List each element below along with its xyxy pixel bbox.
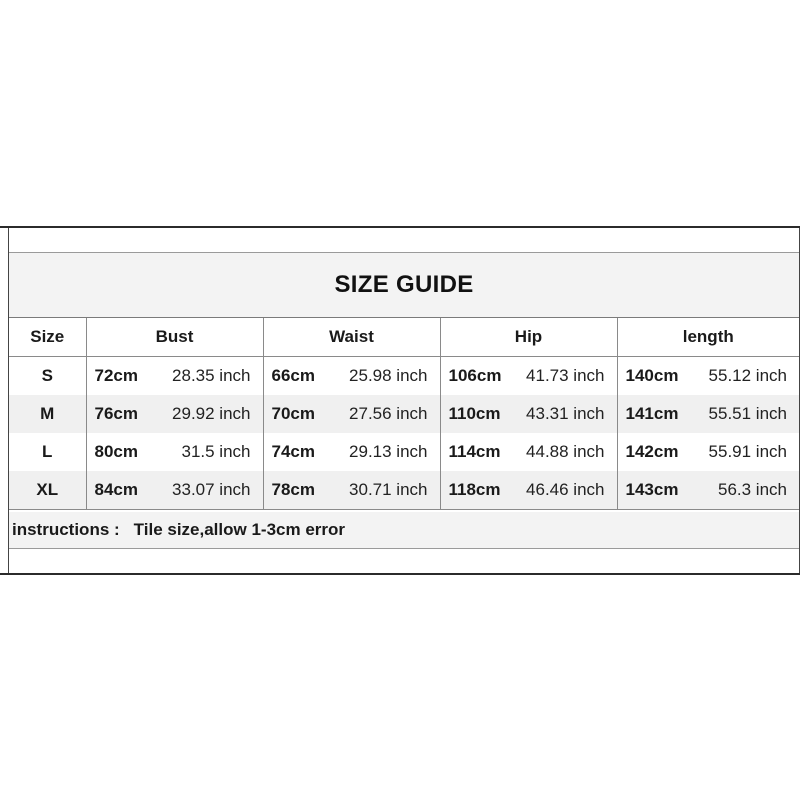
bust-inch: 31.5 inch [181,441,251,461]
waist-inch: 27.56 inch [349,403,428,423]
waist-cm: 66cm [271,365,315,385]
length-inch: 55.12 inch [708,365,787,385]
hip-cm: 114cm [448,441,501,461]
waist-cm: 78cm [271,479,315,499]
hip-cell [440,433,617,471]
instructions-label: instructions : [12,520,120,539]
size-label: S [9,356,86,395]
table-row [9,433,799,471]
instructions-text: Tile size,allow 1-3cm error [133,520,346,539]
length-inch: 56.3 inch [718,479,787,499]
hip-cell [440,471,617,510]
size-guide-frame [0,226,800,575]
hip-inch: 44.88 inch [526,441,605,461]
bust-cm: 80cm [94,441,138,461]
hip-inch: 43.31 inch [526,403,605,423]
hip-cm: 106cm [448,365,502,385]
table-header-row [9,318,799,356]
instructions-row [9,512,799,549]
header-length: length [617,318,799,356]
length-inch: 55.91 inch [708,441,787,461]
bust-cell [86,433,263,471]
length-cell [617,471,799,510]
table-row [9,471,799,510]
header-bust: Bust [86,318,263,356]
waist-cell [263,433,440,471]
hip-inch: 41.73 inch [526,365,605,385]
table-row [9,395,799,433]
hip-cm: 118cm [448,479,501,499]
bust-cm: 84cm [94,479,138,499]
waist-inch: 25.98 inch [349,365,428,385]
header-hip: Hip [440,318,617,356]
bust-cm: 76cm [94,403,138,423]
header-size: Size [9,318,86,356]
bust-cell [86,471,263,510]
waist-cell [263,356,440,395]
waist-cm: 74cm [271,441,315,461]
size-label: M [9,395,86,433]
header-waist: Waist [263,318,440,356]
bust-cell [86,356,263,395]
hip-cell [440,356,617,395]
waist-cell [263,395,440,433]
length-cell [617,395,799,433]
length-cell [617,433,799,471]
length-cm: 142cm [625,441,679,461]
waist-cell [263,471,440,510]
table-row [9,356,799,395]
size-label: L [9,433,86,471]
bust-cell [86,395,263,433]
hip-inch: 46.46 inch [526,479,605,499]
hip-cell [440,395,617,433]
waist-inch: 30.71 inch [349,479,428,499]
page-title: SIZE GUIDE [334,271,474,298]
length-inch: 55.51 inch [708,403,787,423]
size-table [9,318,799,510]
bust-inch: 29.92 inch [172,403,251,423]
length-cell [617,356,799,395]
length-cm: 143cm [625,479,679,499]
waist-cm: 70cm [271,403,315,423]
hip-cm: 110cm [448,403,501,423]
waist-inch: 29.13 inch [349,441,428,461]
length-cm: 140cm [625,365,679,385]
bust-cm: 72cm [94,365,138,385]
title-row [9,253,799,318]
bust-inch: 28.35 inch [172,365,251,385]
length-cm: 141cm [625,403,679,423]
size-label: XL [9,471,86,510]
bust-inch: 33.07 inch [172,479,251,499]
top-blank-row [9,228,799,253]
